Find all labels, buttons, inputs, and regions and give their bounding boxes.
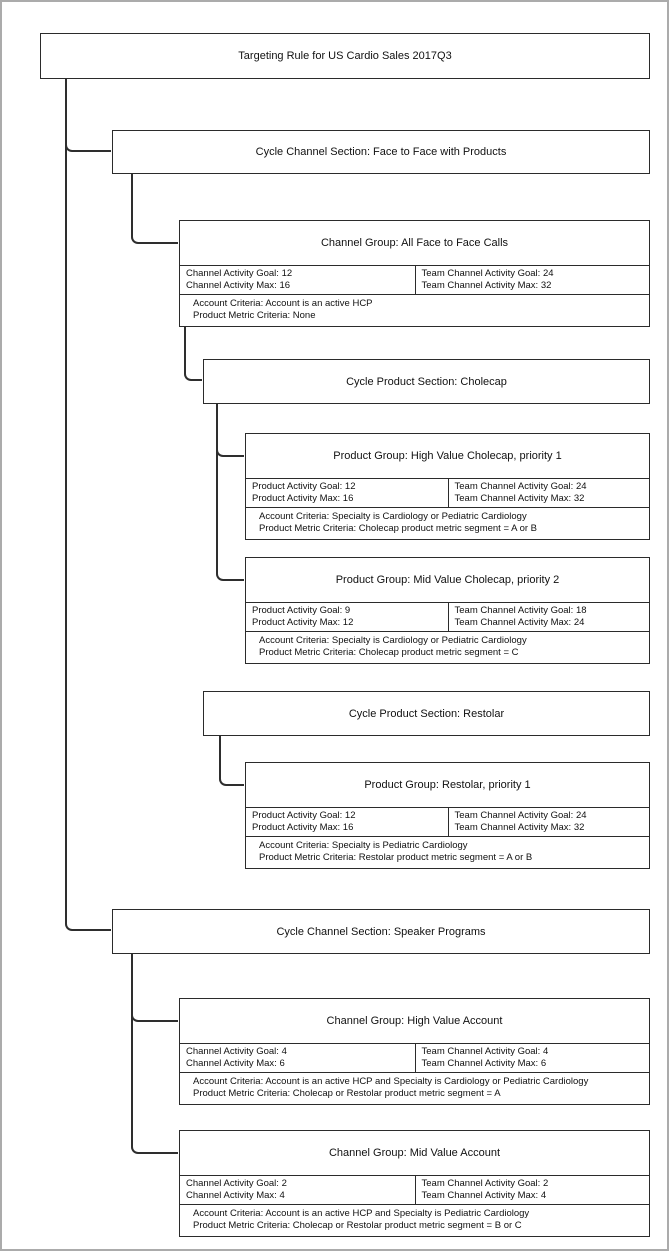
team-activity-cell	[415, 266, 650, 294]
account-criteria: Account Criteria: Account is an active HCP and Specialty is Pediatric Cardiology	[193, 1208, 530, 1219]
node-cycle-product-section-cholecap	[203, 359, 650, 404]
stat-line: Team Channel Activity Max: 32	[454, 492, 585, 504]
stat-line: Team Channel Activity Goal: 24	[454, 810, 587, 821]
connector-speaker-to-mid-value-account	[131, 954, 178, 1154]
stat-line: Team Channel Activity Max: 6	[421, 1057, 547, 1069]
stat-line: Team Channel Activity Goal: 24	[421, 268, 554, 279]
node-product-group-high-value-cholecap	[245, 433, 650, 540]
team-activity-cell	[448, 808, 650, 836]
node-title: Cycle Channel Section: Speaker Programs	[276, 925, 486, 938]
criteria-row	[246, 836, 649, 868]
criteria-row	[246, 631, 649, 663]
stat-line: Product Activity Goal: 9	[252, 605, 351, 616]
node-cycle-channel-section-speaker	[112, 909, 650, 954]
product-metric-criteria: Product Metric Criteria: Cholecap product metric segment = C	[259, 647, 519, 659]
account-criteria: Account Criteria: Specialty is Cardiology or Pediatric Cardiology	[259, 511, 527, 522]
product-metric-criteria: Product Metric Criteria: Cholecap product metric segment = A or B	[259, 523, 537, 535]
stat-line: Team Channel Activity Max: 4	[421, 1189, 547, 1201]
product-metric-criteria: Product Metric Criteria: Restolar product metric segment = A or B	[259, 852, 533, 864]
team-activity-cell	[448, 603, 650, 631]
stat-line: Team Channel Activity Max: 32	[454, 821, 585, 833]
node-title: Product Group: Restolar, priority 1	[364, 779, 531, 791]
product-activity-cell	[246, 479, 448, 507]
node-cycle-product-section-restolar	[203, 691, 650, 736]
stat-line: Channel Activity Max: 16	[186, 279, 291, 291]
stat-line: Channel Activity Goal: 4	[186, 1046, 287, 1057]
criteria-row	[180, 1072, 649, 1104]
stat-line: Channel Activity Max: 6	[186, 1057, 285, 1069]
activity-stats-row	[246, 478, 649, 507]
stat-line: Product Activity Max: 12	[252, 616, 354, 628]
node-title: Cycle Product Section: Cholecap	[346, 375, 507, 388]
activity-stats-row	[246, 807, 649, 836]
stat-line: Channel Activity Max: 4	[186, 1189, 285, 1201]
node-title: Channel Group: High Value Account	[326, 1015, 503, 1027]
node-channel-group-mid-value-account	[179, 1130, 650, 1237]
product-metric-criteria: Product Metric Criteria: None	[193, 310, 316, 322]
stat-line: Product Activity Goal: 12	[252, 810, 356, 821]
activity-stats-row	[180, 1175, 649, 1204]
account-criteria: Account Criteria: Specialty is Cardiology or Pediatric Cardiology	[259, 635, 527, 646]
connector-restolar-to-restolar-group	[219, 736, 244, 786]
stat-line: Channel Activity Goal: 2	[186, 1178, 287, 1189]
stat-line: Team Channel Activity Max: 32	[421, 279, 552, 291]
stat-line: Product Activity Max: 16	[252, 492, 354, 504]
node-title: Product Group: High Value Cholecap, priority 1	[333, 450, 562, 462]
node-title: Cycle Product Section: Restolar	[348, 707, 505, 720]
team-activity-cell	[448, 479, 650, 507]
node-product-group-mid-value-cholecap	[245, 557, 650, 664]
channel-activity-cell	[180, 1044, 415, 1072]
product-metric-criteria: Product Metric Criteria: Cholecap or Restolar product metric segment = A	[193, 1088, 501, 1100]
node-channel-group-all-f2f	[179, 220, 650, 327]
account-criteria: Account Criteria: Specialty is Pediatric Cardiology	[259, 840, 468, 851]
stat-line: Team Channel Activity Max: 24	[454, 616, 585, 628]
node-title: Product Group: Mid Value Cholecap, priority 2	[335, 574, 560, 586]
connector-cholecap-to-mid-value-group	[216, 404, 244, 581]
stat-line: Product Activity Max: 16	[252, 821, 354, 833]
node-title: Cycle Channel Section: Face to Face with Products	[255, 146, 507, 158]
product-metric-criteria: Product Metric Criteria: Cholecap or Restolar product metric segment = B or C	[193, 1220, 522, 1232]
node-title: Channel Group: All Face to Face Calls	[320, 237, 509, 249]
node-cycle-channel-section-f2f	[112, 130, 650, 174]
stat-line: Product Activity Goal: 12	[252, 481, 356, 492]
account-criteria: Account Criteria: Account is an active HCP and Specialty is Cardiology or Pediatric Cardiology	[193, 1076, 589, 1087]
node-title: Targeting Rule for US Cardio Sales 2017Q3	[238, 50, 452, 62]
stat-line: Channel Activity Goal: 12	[186, 268, 293, 279]
channel-activity-cell	[180, 1176, 415, 1204]
team-activity-cell	[415, 1044, 650, 1072]
product-activity-cell	[246, 603, 448, 631]
channel-activity-cell	[180, 266, 415, 294]
stat-line: Team Channel Activity Goal: 24	[454, 481, 587, 492]
product-activity-cell	[246, 808, 448, 836]
criteria-row	[180, 1204, 649, 1236]
activity-stats-row	[246, 602, 649, 631]
connector-f2f-to-channel-group	[131, 174, 178, 244]
connector-root-to-speaker-section	[65, 79, 111, 931]
stat-line: Team Channel Activity Goal: 2	[421, 1178, 549, 1189]
node-targeting-rule	[40, 33, 650, 79]
activity-stats-row	[180, 265, 649, 294]
team-activity-cell	[415, 1176, 650, 1204]
activity-stats-row	[180, 1043, 649, 1072]
connector-group-to-cholecap-section	[184, 327, 202, 381]
stat-line: Team Channel Activity Goal: 4	[421, 1046, 549, 1057]
account-criteria: Account Criteria: Account is an active HCP	[193, 298, 373, 309]
criteria-row	[180, 294, 649, 326]
node-title: Channel Group: Mid Value Account	[328, 1147, 500, 1159]
node-product-group-restolar	[245, 762, 650, 869]
node-channel-group-high-value-account	[179, 998, 650, 1105]
criteria-row	[246, 507, 649, 539]
stat-line: Team Channel Activity Goal: 18	[454, 605, 587, 616]
